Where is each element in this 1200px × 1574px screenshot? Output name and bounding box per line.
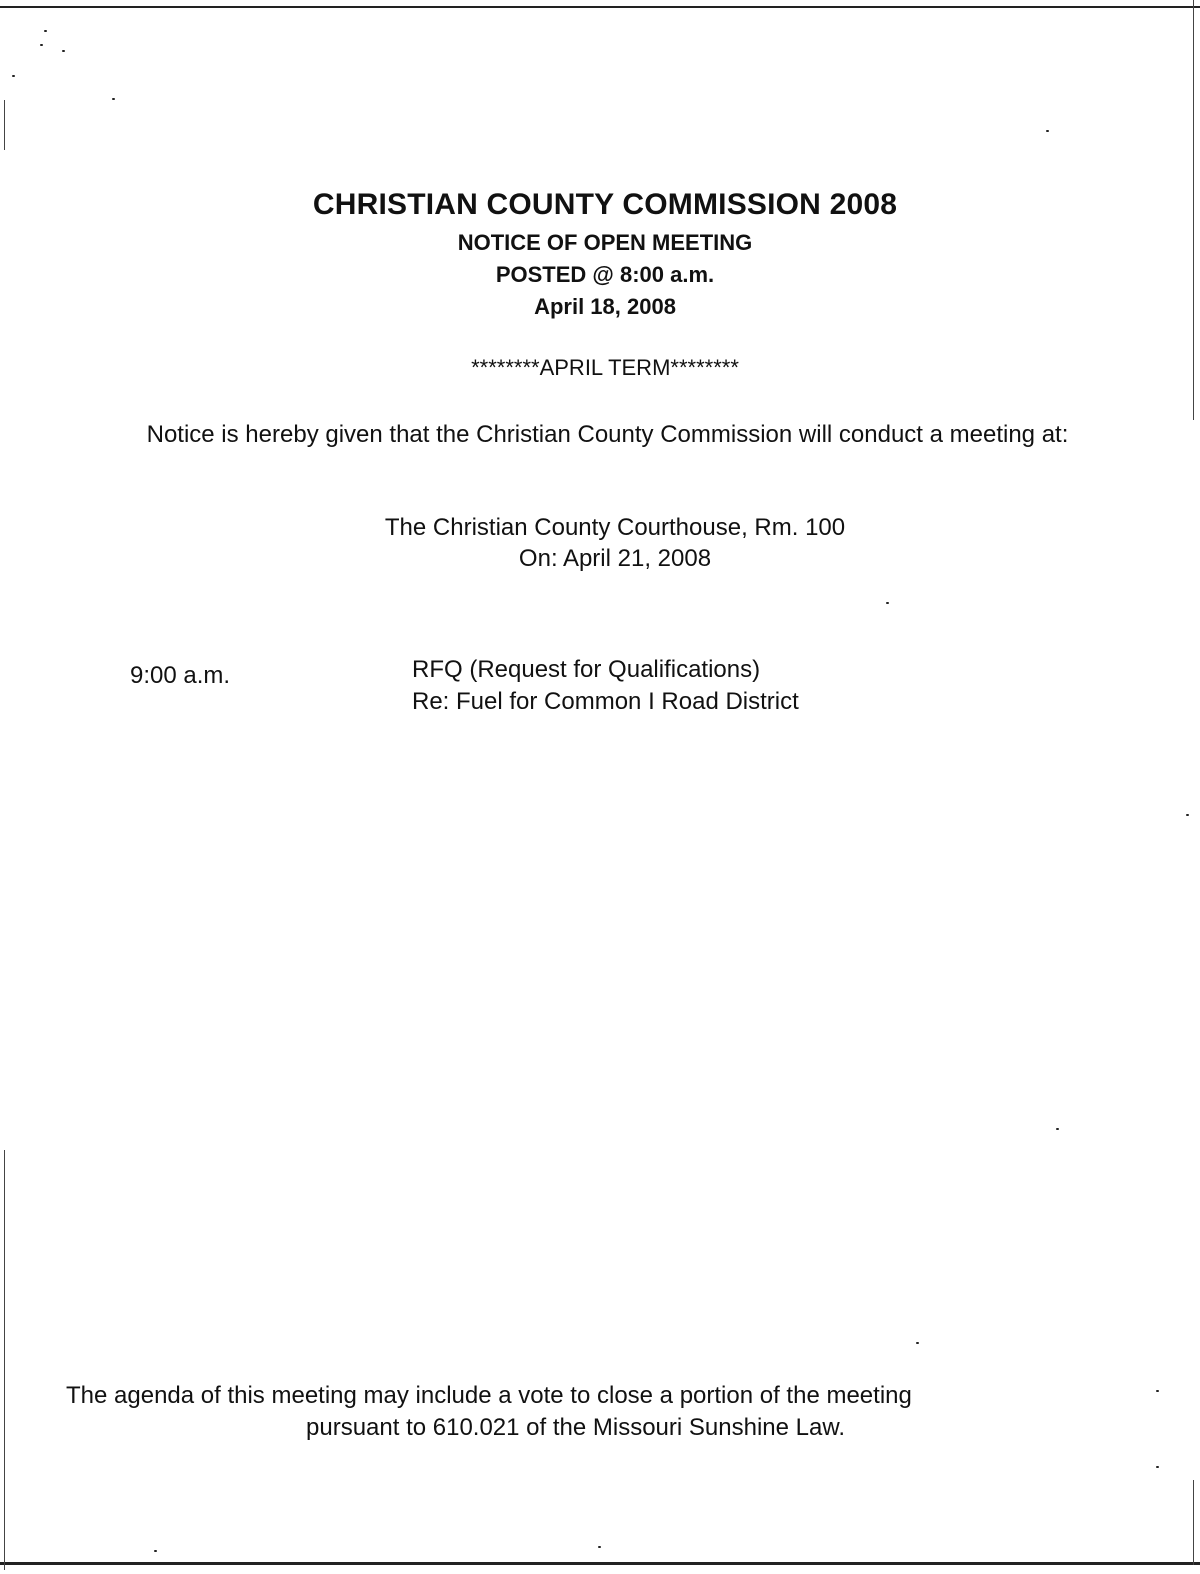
- scan-speck: [12, 75, 15, 77]
- scan-speck: [916, 1342, 919, 1344]
- scan-speck: [44, 30, 47, 32]
- scan-speck: [112, 98, 115, 100]
- scan-speck: [1156, 1466, 1159, 1468]
- meeting-location: The Christian County Courthouse, Rm. 100: [384, 514, 846, 541]
- meeting-date: On: April 21, 2008: [518, 545, 712, 572]
- footer-note-line1: The agenda of this meeting may include a vote to close a portion of the meeting: [66, 1382, 912, 1409]
- scan-speck: [154, 1550, 157, 1552]
- scan-edge-bottom: [0, 1562, 1200, 1565]
- scan-edge-left: [4, 100, 5, 150]
- posted-time: POSTED @ 8:00 a.m.: [495, 262, 715, 287]
- posted-date: April 18, 2008: [534, 294, 676, 319]
- scan-speck: [1186, 814, 1189, 816]
- scan-speck: [598, 1546, 601, 1548]
- agenda-time: 9:00 a.m.: [130, 662, 231, 689]
- agenda-item-title: RFQ (Request for Qualifications): [412, 656, 761, 683]
- scan-speck: [1056, 1128, 1059, 1130]
- scan-edge-right-lower: [1193, 1480, 1194, 1565]
- scan-edge-top: [0, 6, 1200, 8]
- scan-edge-left-lower: [4, 1150, 5, 1570]
- scan-speck: [1156, 1390, 1159, 1392]
- agenda-item-subject: Re: Fuel for Common I Road District: [412, 688, 799, 715]
- notice-heading: NOTICE OF OPEN MEETING: [457, 230, 753, 255]
- footer-note-line2: pursuant to 610.021 of the Missouri Sunshine Law.: [306, 1414, 846, 1441]
- scan-speck: [1046, 130, 1049, 132]
- term-banner: ********APRIL TERM********: [471, 355, 739, 380]
- notice-paragraph: Notice is hereby given that the Christian County Commission will conduct a meeting at:: [146, 421, 1069, 448]
- scan-speck: [62, 50, 65, 52]
- scan-speck: [886, 602, 889, 604]
- document-title: CHRISTIAN COUNTY COMMISSION 2008: [312, 188, 898, 221]
- scan-speck: [40, 44, 43, 46]
